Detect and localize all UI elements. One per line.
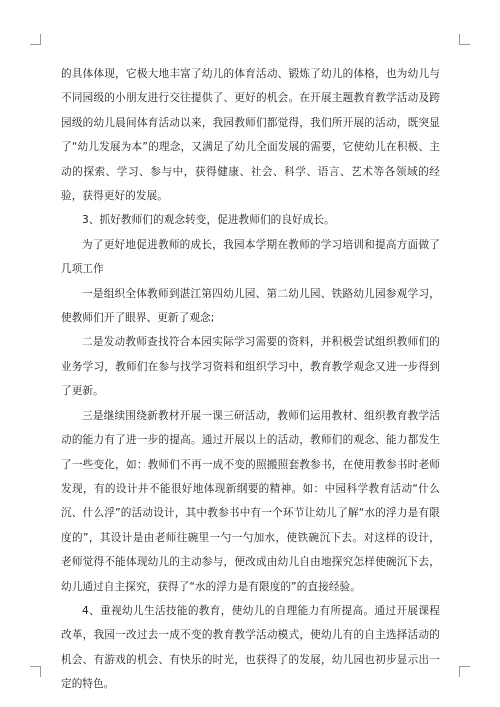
document-body bbox=[61, 62, 440, 697]
paragraph-5: 二是发动教师查找符合本园实际学习需要的资料，并积极尝试组织教师们的业务学习，教师们在参与找学习资料和组织学习中，教育教学观念又进一步得到了更新。 bbox=[61, 336, 440, 398]
crop-mark-top-right bbox=[459, 34, 470, 45]
crop-mark-bottom-left bbox=[30, 666, 41, 677]
paragraph-2: 3、抓好教师们的观念转变，促进教师们的良好成长。 bbox=[82, 214, 335, 227]
paragraph-4: 一是组织全体教师到湛江第四幼儿园、第二幼儿园、铁路幼儿园参观学习，使教师们开了眼界、更新了观念; bbox=[61, 287, 440, 325]
paragraph-1: 的具体体现，它极大地丰富了幼儿的体育活动、锻炼了幼儿的体格，也为幼儿与不同园级的小朋友进行交往提供了、更好的机会。在开展主题教育教学活动及跨园级的幼儿晨间体育活动以来，我园教师们都觉得，我们所开展的活动，既突显了“幼儿发展为本”的理念，又满足了幼儿全面发展的需要，它使幼儿在积极、主动的探索、学习、参与中，获得健康、社会、科学、语言、艺术等各领域的经验，获得更好的发展。 bbox=[61, 68, 440, 203]
crop-mark-bottom-right bbox=[459, 666, 470, 677]
paragraph-3: 为了更好地促进教师的成长，我园本学期在教师的学习培训和提高方面做了几项工作 bbox=[61, 238, 440, 276]
paragraph-6: 三是继续围绕新教材开展一课三研活动，教师们运用教材、组织教育教学活动的能力有了进一步的提高。通过开展以上的活动，教师们的观念、能力都发生了一些变化，如：教师们不再一成不变的照搬照套教参书，在使用教参书时老师发现，有的设计并不能很好地体现新纲要的精神。如：中园科学教育活动“什么沉、什么浮”的活动设计，其中教参书中有一个环节让幼儿了解“水的浮力是有限度的”，其设计是由老师往碗里一勺一勺加水，使铁碗沉下去。对这样的设计，老师觉得不能体现幼儿的主动参与，便改成由幼儿自由地探究怎样使碗沉下去，幼儿通过自主探究，获得了“水的浮力是有限度的”的直接经验。 bbox=[61, 409, 440, 593]
crop-mark-top-left bbox=[30, 34, 41, 45]
paragraph-7: 4、重视幼儿生活技能的教育，使幼儿的自理能力有所提高。通过开展课程改革，我园一改过去一成不变的教育教学活动模式，使幼儿有的自主选择活动的机会、有游戏的机会、有快乐的时光，也获得了的发展，幼儿园也初步显示出一定的特色。 bbox=[61, 604, 440, 691]
